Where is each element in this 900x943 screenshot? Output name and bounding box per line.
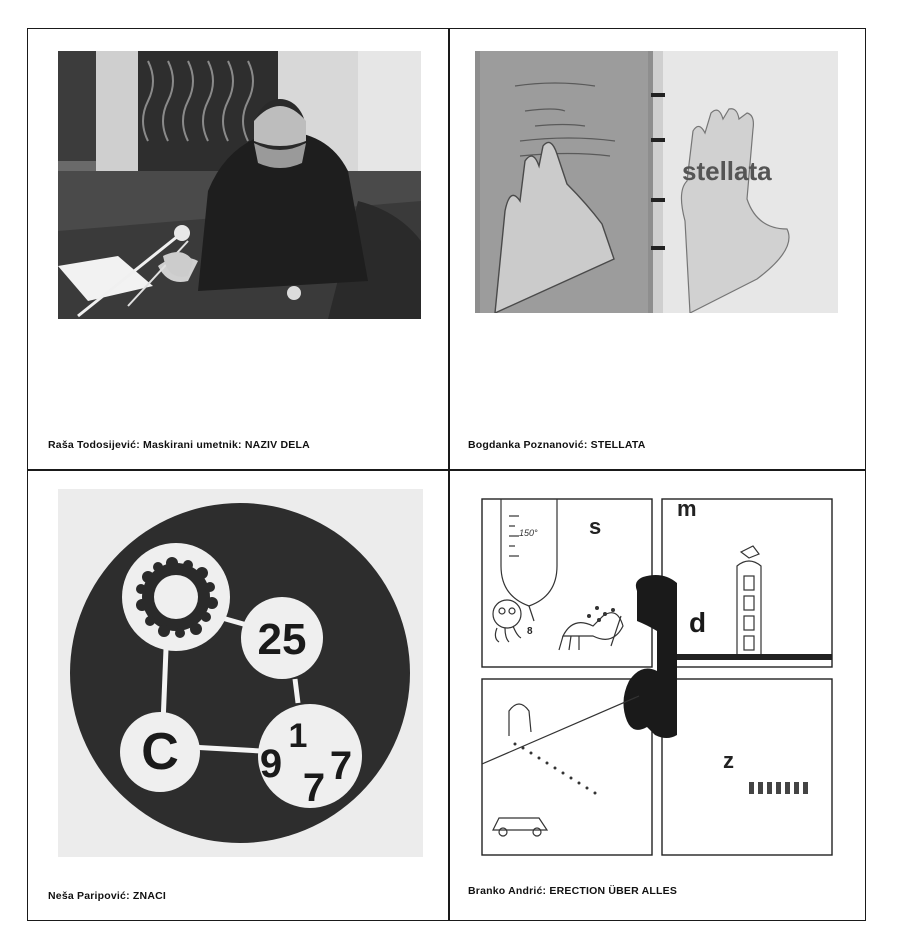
horizontal-divider [27, 469, 866, 471]
caption-andric [468, 885, 677, 897]
letter-z: z [723, 748, 734, 773]
artist-name: Bogdanka Poznanović: [468, 439, 588, 451]
sign-c: C [141, 723, 179, 781]
stellata-image [475, 51, 838, 313]
work-title: ZNACI [132, 890, 167, 902]
caption-poznanovic [468, 439, 646, 451]
work-title: STELLATA [590, 439, 646, 451]
masked-artist-image [58, 51, 421, 319]
sign-9: 9 [259, 742, 283, 786]
photo-masked-artist [58, 51, 421, 319]
letter-s: s [589, 514, 602, 539]
work-title-prefix: Maskirani umetnik: [143, 439, 242, 451]
sign-25: 25 [257, 615, 307, 664]
scale-label: 150° [519, 528, 538, 538]
erection-image [479, 496, 835, 858]
sign-1: 1 [288, 717, 308, 755]
letter-d: d [689, 607, 707, 638]
artist-name: Raša Todosijević: [48, 439, 140, 451]
stellata-image-text: stellata [682, 156, 772, 186]
sign-7-right: 7 [329, 744, 353, 788]
vertical-divider [448, 28, 450, 921]
photo-znaci [58, 489, 423, 857]
photo-stellata [475, 51, 838, 313]
work-title: ERECTION ÜBER ALLES [549, 885, 678, 897]
drawing-erection [479, 496, 835, 858]
caption-todosijevic [48, 439, 310, 451]
znaci-image [58, 489, 423, 857]
eight-label: 8 [527, 626, 533, 637]
artist-name: Branko Andrić: [468, 885, 547, 897]
sign-7-bottom: 7 [302, 766, 326, 810]
letter-m: m [677, 496, 697, 521]
artist-name: Neša Paripović: [48, 890, 130, 902]
work-title: NAZIV DELA [244, 439, 310, 451]
caption-paripovic [48, 890, 166, 902]
